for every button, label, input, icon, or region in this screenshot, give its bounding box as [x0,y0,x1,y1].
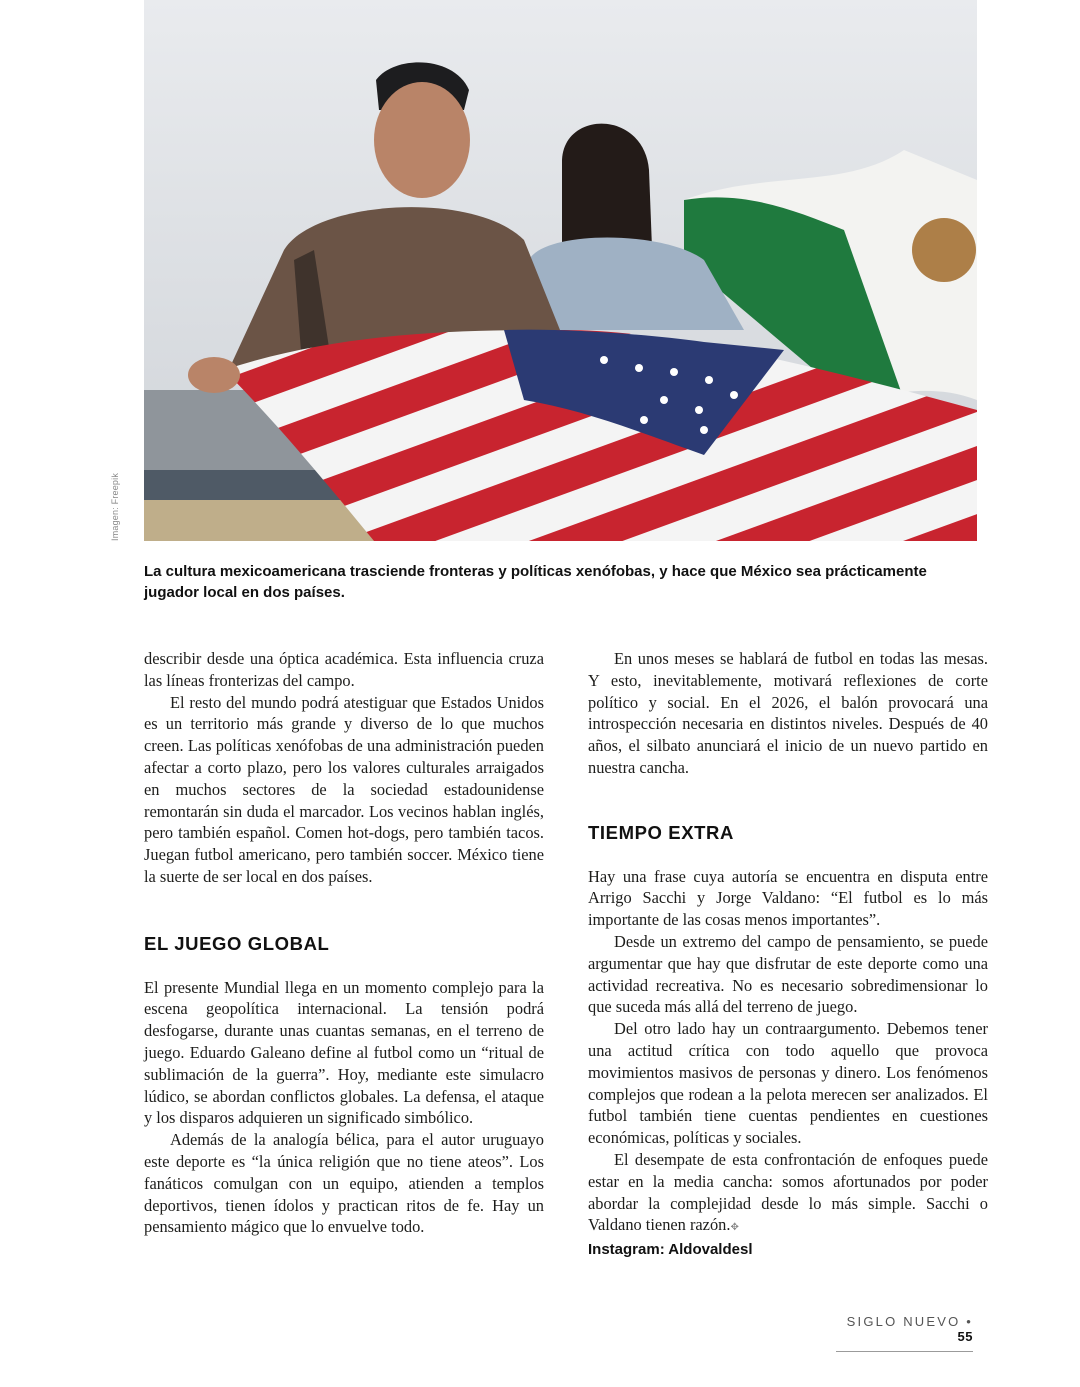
paragraph: En unos meses se hablará de futbol en todas las mesas. Y esto, inevitablemente, motivará reflexiones de corte político y social. En el 2026, el balón provocará una introspección necesaria en distintos niveles. Después de 40 años, el silbato anunciará el inicio de un nuevo partido en nuestra cancha. [588,649,988,777]
flags-illustration [144,0,977,541]
page-footer [836,1314,973,1352]
photo-caption: La cultura mexicoamericana trasciende fronteras y políticas xenófobas, y hace que México sea prácticamente jugador local en dos países. [144,563,927,601]
paragraph: describir desde una óptica académica. Esta influencia cruza las líneas fronterizas del campo. [144,649,544,690]
end-mark-icon: ✥ [730,1222,739,1234]
photo-credit: Imagen: Freepik [110,472,120,541]
author-handle: Instagram: Aldovaldesl [588,1241,753,1259]
magazine-name: SIGLO NUEVO [846,1314,961,1329]
section-heading: TIEMPO EXTRA [588,821,734,843]
paragraph-text: El desempate de esta confrontación de enfoques puede estar en la media cancha: somos afortunados por poder abordar la complejidad desde lo más simple. Sacchi o Valdano tienen razón. [588,1149,988,1235]
footer-separator: • [966,1314,973,1329]
paragraph-final [588,1149,988,1239]
paragraph: Desde un extremo del campo de pensamiento, se puede argumentar que hay que disfrutar de este deporte como una actividad recreativa. No es necesario sobredimensionar lo que suceda más allá del terreno de juego. [588,931,988,1017]
paragraph: El presente Mundial llega en un momento complejo para la escena geopolítica internacional. La tensión podrá desfogarse, durante unas cuantas semanas, en el terreno de juego. Eduardo Galeano define al futbol como un “ritual de sublimación de la guerra”. Hoy, mediante este simulacro lúdico, se abordan conflictos globales. La defensa, el ataque y los disparos adquieren un significado simbólico. [144,977,544,1128]
section-heading: EL JUEGO GLOBAL [144,932,330,954]
hero-photo [144,0,977,541]
page-number: 55 [957,1329,973,1344]
paragraph: Del otro lado hay un contraargumento. Debemos tener una actitud crítica con todo aquello que provoca movimientos masivos de personas y dinero. Los fenómenos complejos que rodean a la pelota merecen ser analizados. El futbol también tiene cuentas pendientes en cuestiones económicas, políticas y sociales. [588,1019,988,1148]
left-column [144,648,544,1238]
paragraph: Hay una frase cuya autoría se encuentra en disputa entre Arrigo Sacchi y Jorge Valdano: “El futbol es lo más importante de las cosas menos importantes”. [588,866,988,930]
paragraph: El resto del mundo podrá atestiguar que Estados Unidos es un territorio más grande y diverso de lo que muchos creen. Las políticas xenófobas de una administración pueden afectar a corto plazo, pero los valores culturales arraigados en muchos sectores de la sociedad estadounidense remontarán sin duda el marcador. Los vecinos hablan inglés, pero también español. Comen hot-dogs, pero también tacos. Juegan futbol americano, pero también soccer. México tiene la suerte de ser local en dos países. [144,692,544,886]
right-column [588,648,988,1260]
paragraph: Además de la analogía bélica, para el autor uruguayo este deporte es “la única religión que no tiene ateos”. Los fanáticos comulgan con un equipo, atienden a templos deportivos, tienen ídolos y practican ritos de fe. Hay un pensamiento mágico que lo envuelve todo. [144,1130,544,1237]
